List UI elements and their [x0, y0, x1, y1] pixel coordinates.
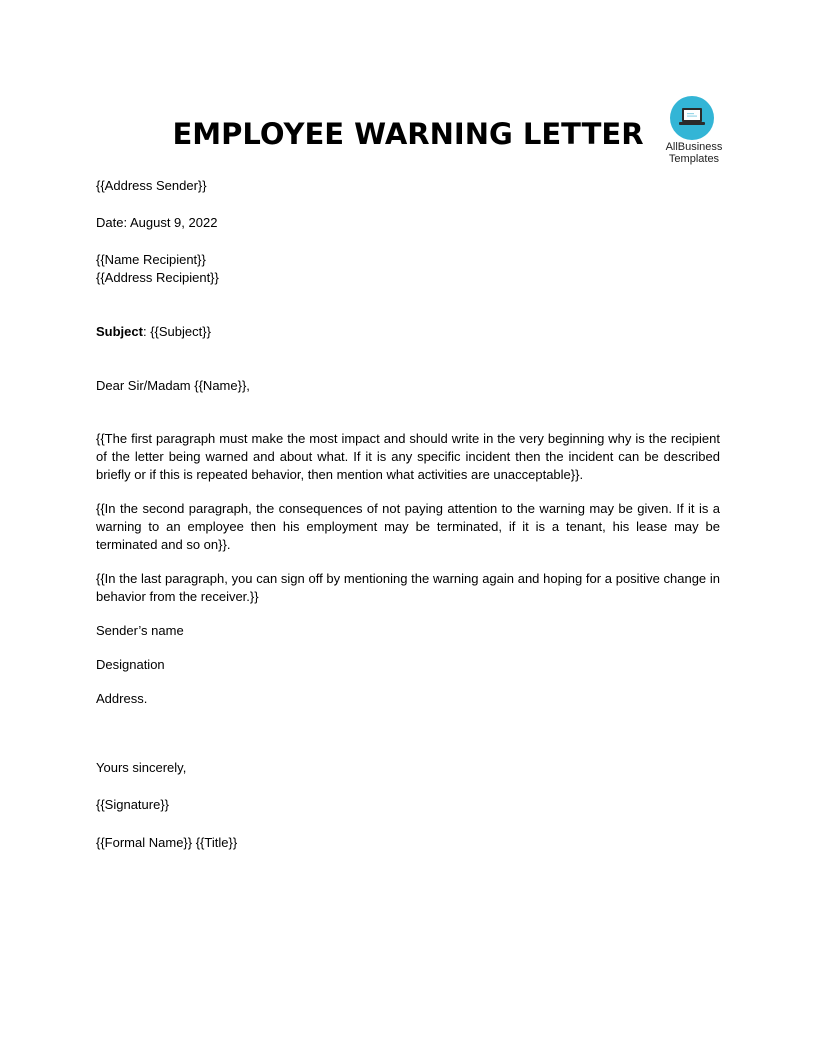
subject-value: : {{Subject}}	[142, 324, 211, 339]
brand-logo	[658, 96, 730, 168]
salutation: Dear Sir/Madam {{Name}},	[96, 378, 250, 393]
signature: {{Signature}}	[96, 797, 170, 812]
sender-name: Sender’s name	[96, 623, 184, 638]
address-recipient: {{Address Recipient}}	[96, 270, 219, 285]
formal-name-title: {{Formal Name}} {{Title}}	[96, 835, 238, 850]
logo-line-1: AllBusiness	[665, 141, 723, 153]
designation: Designation	[96, 657, 165, 672]
logo-line-2: Templates	[668, 153, 720, 165]
name-recipient: {{Name Recipient}}	[96, 252, 206, 267]
address-sender: {{Address Sender}}	[96, 178, 207, 193]
paragraph-2: {{In the second paragraph, the consequences of not paying attention to the warning may be given. If it is a warning to an employee then his employment may be terminated, if it is a tenant, his lease may be terminated and so on}}.	[96, 501, 720, 552]
paragraph-1: {{The first paragraph must make the most impact and should write in the very beginning why is the recipient of the letter being warned and about what. If it is any specific incident then the incident can be described briefly or if this is repeated behavior, then mention what activities are unacceptable}}.	[96, 431, 720, 482]
laptop-icon	[670, 96, 714, 140]
address: Address.	[96, 691, 148, 706]
letter-date: Date: August 9, 2022	[96, 215, 218, 230]
subject-label: Subject	[96, 324, 143, 339]
subject-line	[96, 323, 720, 341]
closing: Yours sincerely,	[96, 760, 187, 775]
paragraph-3: {{In the last paragraph, you can sign off by mentioning the warning again and hoping for a positive change in behavior from the receiver.}}	[96, 571, 720, 604]
page-title: EMPLOYEE WARNING LETTER	[172, 117, 644, 151]
logo-text	[658, 141, 730, 165]
